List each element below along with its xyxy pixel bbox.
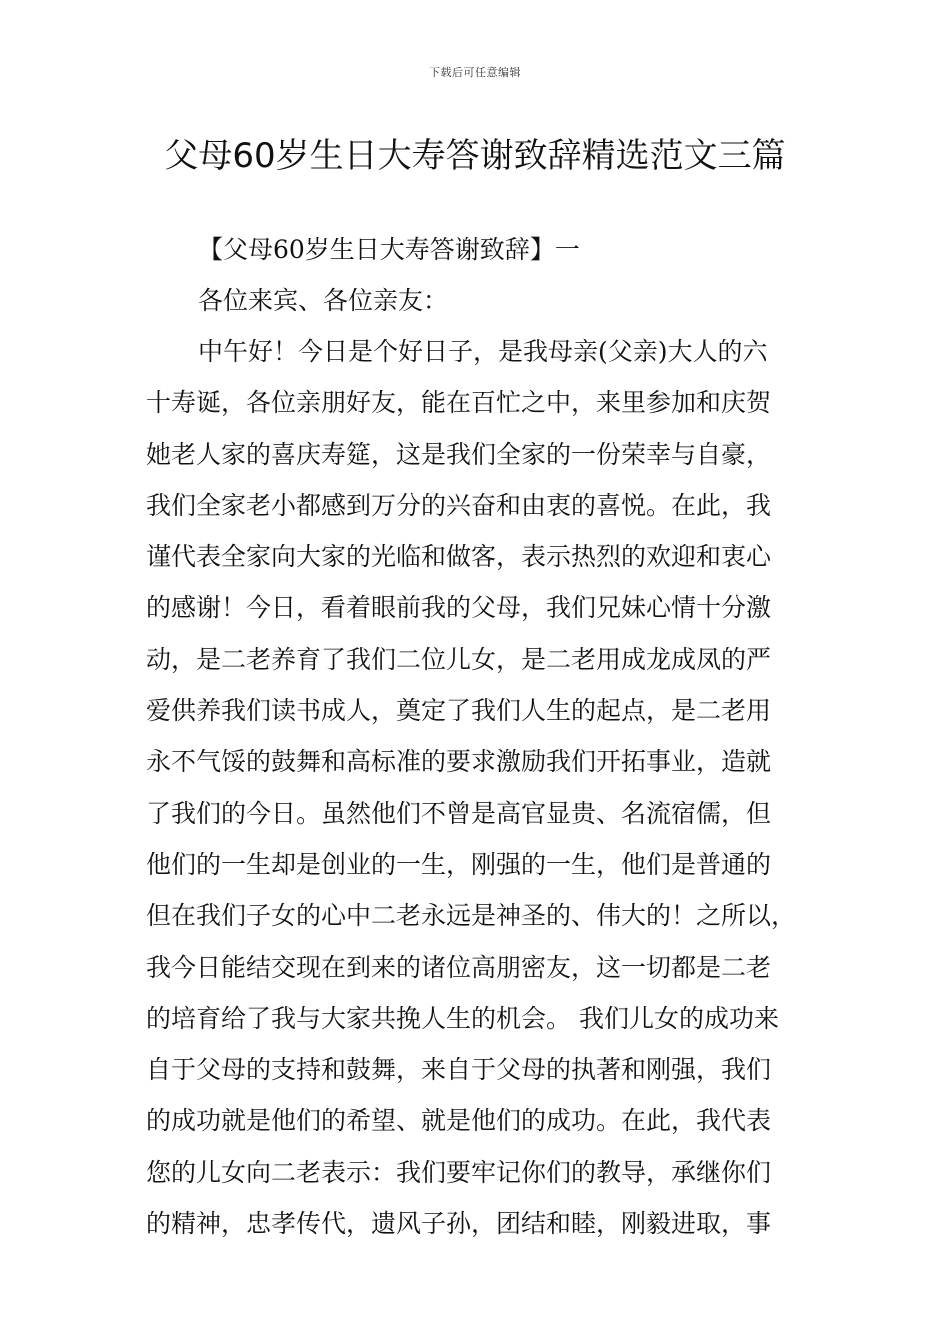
document-title: 父母60岁生日大寿答谢致辞精选范文三篇	[164, 136, 786, 176]
paragraph-line: 中午好！今日是个好日子，是我母亲(父亲)大人的六	[198, 337, 768, 366]
paragraph-line: 的感谢！今日，看着眼前我的父母，我们兄妹心情十分激	[146, 593, 772, 623]
paragraph-line: 的成功就是他们的希望、就是他们的成功。在此，我代表	[146, 1106, 772, 1136]
paragraph-line: 但在我们子女的心中二老永远是神圣的、伟大的！之所以，	[146, 901, 797, 931]
paragraph-line: 动，是二老养育了我们二位儿女，是二老用成龙成凤的严	[146, 644, 772, 674]
paragraph-body	[146, 326, 816, 1249]
paragraph-line: 的培育给了我与大家共挽人生的机会。 我们儿女的成功来	[146, 1003, 779, 1033]
paragraph-line: 爱供养我们读书成人，奠定了我们人生的起点，是二老用	[146, 696, 772, 726]
section-heading: 【父母60岁生日大寿答谢致辞】一	[198, 235, 580, 264]
paragraph-line: 十寿诞，各位亲朋好友，能在百忙之中，来里参加和庆贺	[146, 388, 772, 418]
paragraph-line: 我们全家老小都感到万分的兴奋和由衷的喜悦。在此，我	[146, 490, 772, 520]
paragraph-line: 他们的一生却是创业的一生，刚强的一生，他们是普通的	[146, 849, 772, 879]
paragraph-line: 谨代表全家向大家的光临和做客，表示热烈的欢迎和衷心	[146, 542, 772, 572]
paragraph-line: 自于父母的支持和鼓舞，来自于父母的执著和刚强，我们	[146, 1055, 772, 1085]
paragraph-line: 了我们的今日。虽然他们不曾是高官显贵、名流宿儒，但	[146, 798, 772, 828]
header-note: 下载后可任意编辑	[429, 66, 521, 79]
paragraph-line: 永不气馁的鼓舞和高标准的要求激励我们开拓事业，造就	[146, 747, 772, 777]
paragraph-line: 她老人家的喜庆寿筵，这是我们全家的一份荣幸与自豪，	[146, 439, 772, 469]
paragraph-line: 您的儿女向二老表示：我们要牢记你们的教导，承继你们	[146, 1157, 772, 1187]
greeting-line: 各位来宾、各位亲友：	[198, 286, 449, 315]
paragraph-line: 我今日能结交现在到来的诸位高朋密友，这一切都是二老	[146, 952, 772, 982]
paragraph-line: 的精神，忠孝传代，遗风子孙，团结和睦，刚毅进取，事	[146, 1209, 772, 1239]
